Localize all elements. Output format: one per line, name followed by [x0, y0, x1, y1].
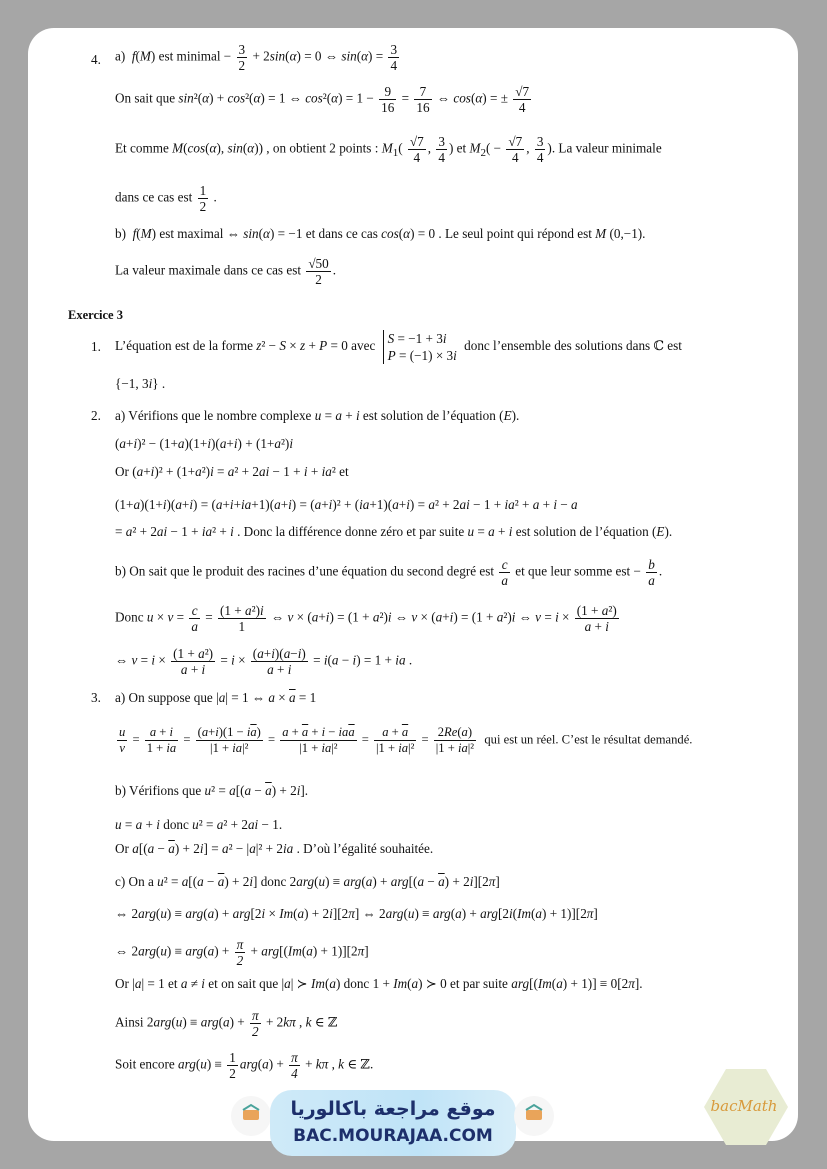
q2-line-8: ⇔ v = i × $\frac{\text{(1 + a²)}}{a + i}$ = i × $\frac{(a+i)(a-i)}{a + i}$ = i(a − i) = 1 + ia . [115, 646, 413, 677]
q2-line-3: Or (a+i)² + (1+a²)i = a² + 2ai − 1 + i + ia² et [115, 464, 349, 479]
bacmath-logo [696, 1067, 792, 1147]
q4-number: 4. [91, 52, 101, 67]
q3-number: 3. [91, 690, 101, 705]
q2-number: 2. [91, 408, 101, 423]
q3-line-4: u = a + i donc u² = a² + 2ai − 1. [115, 817, 283, 832]
q3-line-5: Or $a[(a - \overline{a}) + 2i] = a^2 - |a|^2 + 2ia$ . D’où l’égalité souhaitée. [115, 841, 434, 856]
q3-line-10: Ainsi 2arg(u) ≡ arg(a) + $\frac{\pi}{2}$ + 2kπ , k ∈ ℤ [115, 1008, 338, 1039]
q3-line-2: $\frac{u}{v}$ = $\frac{a + i}{1 + ia}$ = $\frac{(a+i)(1 - i\overline{a})}{\text{|1 + ia|²}}$ = $\frac{a + \overline{a} + i - ia\overline{a}}{\text{|1 + ia|²}}$ = $\frac{a + \overline{a}}{\text{|1 + ia|²}}$ = $\frac{2Re(a)}{\text{|1 + ia|²}}$ qui est un réel. C’est le résultat demandé. [119, 725, 693, 755]
q3-line-11: Soit encore arg(u) ≡ $\frac{1}{2}$ arg(a) + $\frac{\pi}{4}$ + kπ , k ∈ ℤ. [115, 1050, 374, 1081]
q3-line-9: Or |a| = 1 et a ≠ i et on sait que |a| ≻ Im(a) donc 1 + Im(a) ≻ 0 et par suite arg[(Im(a) + 1)] ≡ 0[2π]. [115, 976, 643, 991]
site-logo-left [231, 1096, 271, 1136]
q1-line-1: L’équation est de la forme z² − S × z + P = 0 avec S = −1 + 3i P = (−1) × 3i donc l’ensemble des solutions dans ℂ est [115, 331, 682, 363]
bacmath-logo-text: bacMath [710, 1097, 778, 1115]
q1-line-2: {−1, 3i} . [115, 376, 166, 391]
q1-number: 1. [91, 339, 101, 354]
q2-line-4: (1+a)(1+i)(a+i) = (a+i+ia+1)(a+i) = (a+i)² + (ia+1)(a+i) = a² + 2ai − 1 + ia² + a + i − a [115, 497, 578, 512]
q3-line-b: b) Vérifions que $u^2 = a[(a - \overline{a}) + 2i]$. [115, 783, 309, 798]
q4-line-6: La valeur maximale dans ce cas est $\frac{√50}{2}$ . [115, 256, 337, 287]
site-url[interactable]: BAC.MOURAJAA.COM [293, 1126, 493, 1146]
q4-line-5: b) f(M) est maximal ⇔ sin(α) = −1 et dans ce cas cos(α) = 0 . Le seul point qui répond est M (0,−1). [115, 226, 646, 241]
q4-line-3: Et comme M(cos(α), sin(α)) , on obtient 2 points : $M_1$( $\frac{√7}{4}$ , $\frac{3}{4}$ ) et $M_2$( − $\frac{√7}{4}$ , $\frac{3}{4}$ ). La valeur minimale [115, 134, 662, 165]
site-name-arabic: موقع مراجعة باكالوريا [290, 1098, 496, 1120]
q2-line-7: Donc u × v = $\frac{c}{a}$ = $\frac{\text{(1 + a²)i}}{1}$ ⇔ v × (a+i) = (1 + a²)i ⇔ v × (a+i) = (1 + a²)i ⇔ v = i × $\frac{\text{(1 + a²)}}{a + i}$ [115, 603, 617, 634]
q3-line-8: ⇔ 2arg(u) ≡ arg(a) + $\frac{\pi}{2}$ + arg[(Im(a) + 1)][2π] [115, 937, 369, 968]
q3-line-a: a) On suppose que |a| = 1 ⇔ $a \times \overline{a} = 1$ [115, 690, 317, 705]
site-banner[interactable] [270, 1090, 516, 1156]
q4-line-4: dans ce cas est $\frac{1}{2}$ . [115, 183, 217, 214]
q3-line-c: c) On a $u^2 = a[(a - \overline{a}) + 2i]$ donc $2arg(u) \equiv arg(a) + arg[(a - \overline{a}) + 2i][2\pi]$ [115, 874, 500, 889]
q2-line-5: = a² + 2ai − 1 + ia² + i . Donc la différence donne zéro et par suite u = a + i est solution de l’équation (E). [115, 524, 673, 539]
q2-line-b: b) On sait que le produit des racines d’une équation du second degré est $\frac{c}{a}$ et que leur somme est − $\frac{b}{a}$ . [115, 557, 663, 588]
exercise-title: Exercice 3 [68, 308, 123, 322]
q4-line-1: a) f(M) est minimal − $\frac{3}{2}$ + 2sin(α) = 0 ⇔ sin(α) = $\frac{3}{4}$ [115, 42, 398, 73]
q4-line-2: On sait que sin²(α) + cos²(α) = 1 ⇔ cos²(α) = 1 − $\frac{9}{16}$ = $\frac{7}{16}$ ⇔ cos(α) = ± $\frac{√7}{4}$ [115, 84, 530, 115]
site-logo-right [514, 1096, 554, 1136]
q3-line-7: ⇔ 2arg(u) ≡ arg(a) + arg[2i × Im(a) + 2i][2π] ⇔ 2arg(u) ≡ arg(a) + arg[2i(Im(a) + 1)][2π] [115, 906, 598, 921]
q2-line-a: a) Vérifions que le nombre complexe u = a + i est solution de l’équation (E). [115, 408, 520, 423]
q2-line-2: (a+i)² − (1+a)(1+i)(a+i) + (1+a²)i [115, 436, 293, 451]
